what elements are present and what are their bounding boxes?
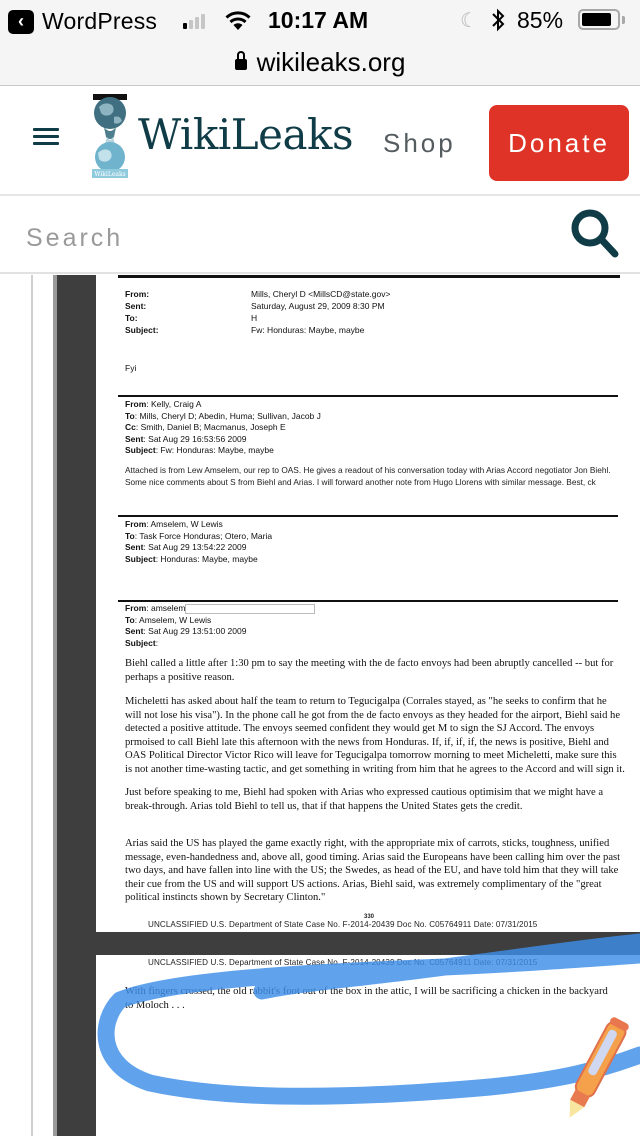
divider	[118, 515, 618, 517]
status-bar	[0, 0, 640, 40]
cellular-signal-icon	[183, 14, 205, 29]
document-page-1	[96, 275, 640, 932]
menu-hamburger-icon[interactable]	[33, 128, 59, 146]
page-2-body: With fingers crossed, the old rabbit's foot out of the box in the attic, I will be sacrificing a chicken in the backyard to Moloch . . .	[125, 986, 608, 1011]
do-not-disturb-moon-icon: ☾	[460, 10, 478, 32]
page-2-header: UNCLASSIFIED U.S. Department of State Case No. F-2014-20439 Doc No. C05764911 Date: 07/31/2015	[148, 958, 538, 967]
battery-tip	[622, 16, 625, 24]
clock: 10:17 AM	[268, 7, 369, 33]
divider	[118, 395, 618, 397]
header-row-subject: Subject: Fw: Honduras: Maybe, maybe	[125, 325, 365, 335]
pencil-icon	[560, 1010, 630, 1130]
lock-icon	[235, 59, 247, 70]
divider	[118, 275, 620, 278]
back-app-label: WordPress	[42, 8, 158, 34]
wifi-icon	[224, 9, 252, 31]
forward-1-body: Attached is from Lew Amselem, our rep to OAS. He gives a readout of his conversation today with Arias Accord negotiator Jon Biehl. Some nice comments about S from Biehl and Arias. I will forward another note from Hugo Llorens with similar message. Best, ck	[125, 465, 611, 487]
body-paragraph: Arias said the US has played the game exactly right, with the appropriate mix of carrots, sticks, toughness, unified message, even-handedness and, above all, good timing. Arias said the Europeans have been calling him over the past two days, and have fallen into line with the US; the Swedes, as head of the EU, and have told him that they will take their cue from the US and will support US actions. Arias, Biehl said, was extremely complimentary of the "great political instincts shown by Secretary Clinton."	[125, 838, 621, 904]
back-chevron-icon: ‹	[8, 10, 34, 34]
search-bar	[0, 196, 640, 274]
header-row-to: To: H	[125, 313, 258, 323]
body-paragraph: Just before speaking to me, Biehl had spoken with Arias who expressed cautious optimisim that we might have a break-through. Arias told Biehl to tell us, that if that happens the United States gets the credit.	[125, 787, 604, 812]
address-bar[interactable]	[0, 40, 640, 85]
search-icon[interactable]	[568, 208, 620, 258]
header-row-from: From: Mills, Cheryl D <MillsCD@state.gov>	[125, 289, 391, 299]
page-number: 330	[364, 914, 375, 920]
document-frame-edge	[53, 275, 57, 1136]
forward-header-2: From: Amselem, W Lewis To: Task Force Honduras; Otero, Maria Sent: Sat Aug 29 13:54:22 2009 Subject: Honduras: Maybe, maybe	[125, 519, 273, 564]
original-header: From: amselem To: Amselem, W Lewis Sent: Sat Aug 29 13:51:00 2009 Subject:	[125, 603, 315, 649]
body-paragraph: Biehl called a little after 1:30 pm to say the meeting with the de facto envoys had been abruptly cancelled -- but for perhaps a positive reason.	[125, 658, 614, 683]
divider	[118, 600, 618, 602]
document-page-2	[96, 955, 640, 1136]
site-header	[0, 85, 640, 196]
forward-header-1: From: Kelly, Craig A To: Mills, Cheryl D; Abedin, Huma; Sullivan, Jacob J Cc: Smith, Daniel B; Macmanus, Joseph E Sent: Sat Aug 29 16:53:56 2009 Subject: Fw: Honduras: Maybe, maybe	[125, 399, 321, 455]
back-to-app-button[interactable]	[8, 8, 157, 35]
body-paragraph: Micheletti has asked about half the team to return to Tegucigalpa (Corrales stayed, as "he seeks to confirm that he will not lose his visa"). In the phone call he got from the de facto envoys as they headed for the airport, Biehl said he detected a positive attitude. The envoys seemed confident they would get M to sign the SJ Accord. The envoys prmoised to call Biehl late this afternoon with the news from Honduras. If, if, if, if, the news is positive, Biehl and OAS Political Director Victor Rico will leave for Tegucigalpa tomorrow morning to meet Micheletti, make sure this is not another time-wasting tactic, and get something in writing from him that he agrees to the Accord and will sign it.	[125, 696, 625, 775]
redacted-email-box	[185, 604, 315, 614]
url-text: wikileaks.org	[256, 47, 406, 77]
header-row-sent: Sent: Saturday, August 29, 2009 8:30 PM	[125, 301, 385, 311]
donate-button[interactable]: Donate	[489, 105, 629, 181]
battery-level-fill	[582, 13, 611, 26]
wikileaks-hourglass-logo-icon[interactable]	[90, 91, 130, 179]
email-body-fyi: Fyi	[125, 363, 137, 373]
logo-badge-text: WikiLeaks	[94, 171, 126, 178]
content-left-border	[31, 275, 33, 1136]
battery-percentage: 85%	[517, 7, 564, 33]
shop-link[interactable]: Shop	[383, 128, 456, 158]
page-footer: UNCLASSIFIED U.S. Department of State Case No. F-2014-20439 Doc No. C05764911 Date: 07/31/2015	[148, 920, 538, 929]
bluetooth-icon	[490, 7, 506, 33]
document-viewer[interactable]	[0, 275, 640, 1136]
search-input[interactable]	[26, 218, 506, 258]
site-logo-text[interactable]: WikiLeaks	[138, 110, 354, 159]
email-header-table	[125, 288, 390, 336]
battery-icon	[578, 9, 620, 30]
